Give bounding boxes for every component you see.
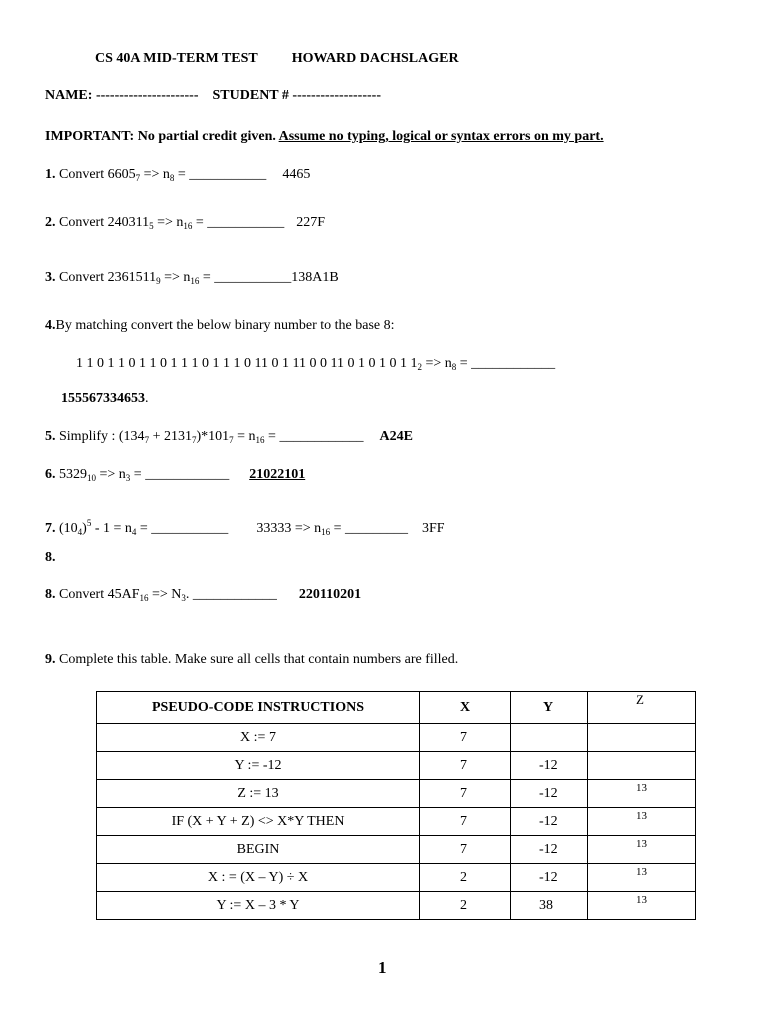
arrow-text: => n [160,270,191,285]
cell-instruction: Y := -12 [97,752,420,780]
question-text: Convert 2361511 [59,270,157,285]
question-text-rest: - 1 = n [91,521,132,536]
target-base-subscript: 16 [321,527,331,537]
question-2 [45,214,325,232]
base-subscript: 7 [191,435,197,445]
exponent: 5 [86,518,92,528]
question-text: Convert 240311 [59,215,150,230]
cell-y: 38 [511,892,588,920]
question-text: By matching convert the below binary number to the base 8: [55,318,395,333]
question-4-answer [61,390,149,408]
target-base-subscript: 16 [183,221,193,231]
question-text: Simplify : (134 [59,429,145,444]
question-4-binary [76,355,555,373]
arrow-text: => n [153,215,184,230]
answer-blank: = ___________ [192,215,285,230]
question-5 [45,428,413,446]
target-base-subscript: 8 [451,362,457,372]
question-number: 8. [45,587,56,602]
question-number: 2. [45,215,56,230]
question-number: 5. [45,429,56,444]
table-row [97,752,696,780]
answer-blank: = ____________ [456,356,556,371]
answer-suffix: . [145,391,149,406]
binary-number: 1 1 0 1 1 0 1 1 0 1 1 1 0 1 1 1 0 11 0 1 11 0 0 11 0 1 0 1 0 1 1 [76,356,418,371]
answer-blank: = ___________ [136,521,229,536]
question-9 [45,651,458,669]
table-row [97,864,696,892]
page-number: 1 [378,958,387,977]
stray-number: 8. [45,550,56,565]
important-underlined: Assume no typing, logical or syntax errors on my part. [278,129,604,144]
target-base-subscript: 8 [169,173,175,183]
cell-x: 2 [420,892,511,920]
answer-text: 155567334653 [61,391,145,406]
question-number: 9. [45,652,56,667]
base-subscript: 16 [139,593,149,603]
question-1 [45,166,310,184]
identity-line [45,87,381,105]
answer-text: 4465 [282,167,311,182]
cell-x: 7 [420,724,511,752]
cell-y: -12 [511,808,588,836]
table-row [97,724,696,752]
arrow-text: => n [96,467,126,482]
table-row [97,836,696,864]
important-notice [45,128,604,146]
cell-z: 13 [588,808,696,836]
student-blank: ------------------- [292,88,381,103]
important-text: No partial credit given. [137,129,276,144]
name-blank: ---------------------- [95,88,199,103]
cell-z: 13 [588,780,696,808]
question-7 [45,520,445,538]
name-label: NAME: [45,88,93,103]
answer-blank: = ___________ [174,167,267,182]
cell-instruction: X := 7 [97,724,420,752]
cell-y: -12 [511,836,588,864]
paren-close: ) [82,521,87,536]
table-row [97,892,696,920]
cell-instruction: X : = (X – Y) ÷ X [97,864,420,892]
header-y: Y [511,692,588,724]
target-base-subscript: 16 [190,276,200,286]
question-text: Convert 6605 [59,167,136,182]
cell-instruction: Z := 13 [97,780,420,808]
answer-text: 3FF [422,521,445,536]
cell-x: 7 [420,780,511,808]
question-4 [45,317,395,335]
question-8 [45,586,361,604]
cell-z [588,752,696,780]
cell-x: 2 [420,864,511,892]
table-header-row [97,692,696,724]
answer-text: 220110201 [298,587,362,602]
answer-text: A24E [379,429,413,444]
base-subscript: 5 [149,221,154,231]
equals-text: = n [233,429,256,444]
cell-x: 7 [420,808,511,836]
question-text: 5329 [59,467,87,482]
base-subscript: 7 [135,173,141,183]
question-number: 3. [45,270,56,285]
question-number: 6. [45,467,56,482]
question-number: 1. [45,167,56,182]
cell-instruction: Y := X – 3 * Y [97,892,420,920]
cell-instruction: IF (X + Y + Z) <> X*Y THEN [97,808,420,836]
question-text-mid: + 2131 [149,429,192,444]
target-base-subscript: 4 [131,527,137,537]
cell-z: 13 [588,836,696,864]
target-base-subscript: 3 [125,473,131,483]
answer-text: 227F [296,215,326,230]
target-base-subscript: 3 [181,593,186,603]
pseudo-code-table [96,691,696,920]
instructor-name: HOWARD DACHSLAGER [291,51,459,66]
header-z: Z [588,692,696,724]
table-row [97,808,696,836]
answer-text: 138A1B [291,270,339,285]
cell-y [511,724,588,752]
question-3 [45,269,339,287]
cell-x: 7 [420,836,511,864]
base-subscript: 7 [229,435,234,445]
arrow-text: => n [421,356,452,371]
answer-text: 21022101 [249,467,306,482]
answer-blank: = ____________ [264,429,364,444]
question-text-mid: )*101 [196,429,230,444]
question-number: 4. [45,318,56,333]
base-subscript: 4 [77,527,83,537]
base-subscript: 10 [87,473,96,483]
base-subscript: 7 [144,435,150,445]
question-text: Complete this table. Make sure all cells that contain numbers are filled. [59,652,459,667]
arrow-text: => n [140,167,170,182]
important-label: IMPORTANT: [45,129,135,144]
question-6 [45,466,305,484]
cell-x: 7 [420,752,511,780]
header-x: X [420,692,511,724]
cell-instruction: BEGIN [97,836,420,864]
cell-y: -12 [511,864,588,892]
arrow-text: => N [148,587,182,602]
question-text: (10 [59,521,78,536]
cell-z: 13 [588,892,696,920]
student-label: STUDENT # [212,88,289,103]
answer-blank: = ___________ [199,270,292,285]
answer-blank: = ____________ [130,467,230,482]
header-instructions: PSEUDO-CODE INSTRUCTIONS [97,692,420,724]
answer-blank: = _________ [330,521,409,536]
base-subscript: 9 [156,276,161,286]
test-title [95,50,459,68]
answer-blank: . ____________ [185,587,277,602]
question-text: Convert 45AF [59,587,140,602]
target-base-subscript: 16 [255,435,265,445]
intermediate-answer: 33333 => n [256,521,322,536]
table-row [97,780,696,808]
cell-y: -12 [511,752,588,780]
question-number: 7. [45,521,56,536]
base-subscript: 2 [417,362,422,372]
course-title: CS 40A MID-TERM TEST [95,51,258,66]
cell-z: 13 [588,864,696,892]
cell-y: -12 [511,780,588,808]
cell-z [588,724,696,752]
